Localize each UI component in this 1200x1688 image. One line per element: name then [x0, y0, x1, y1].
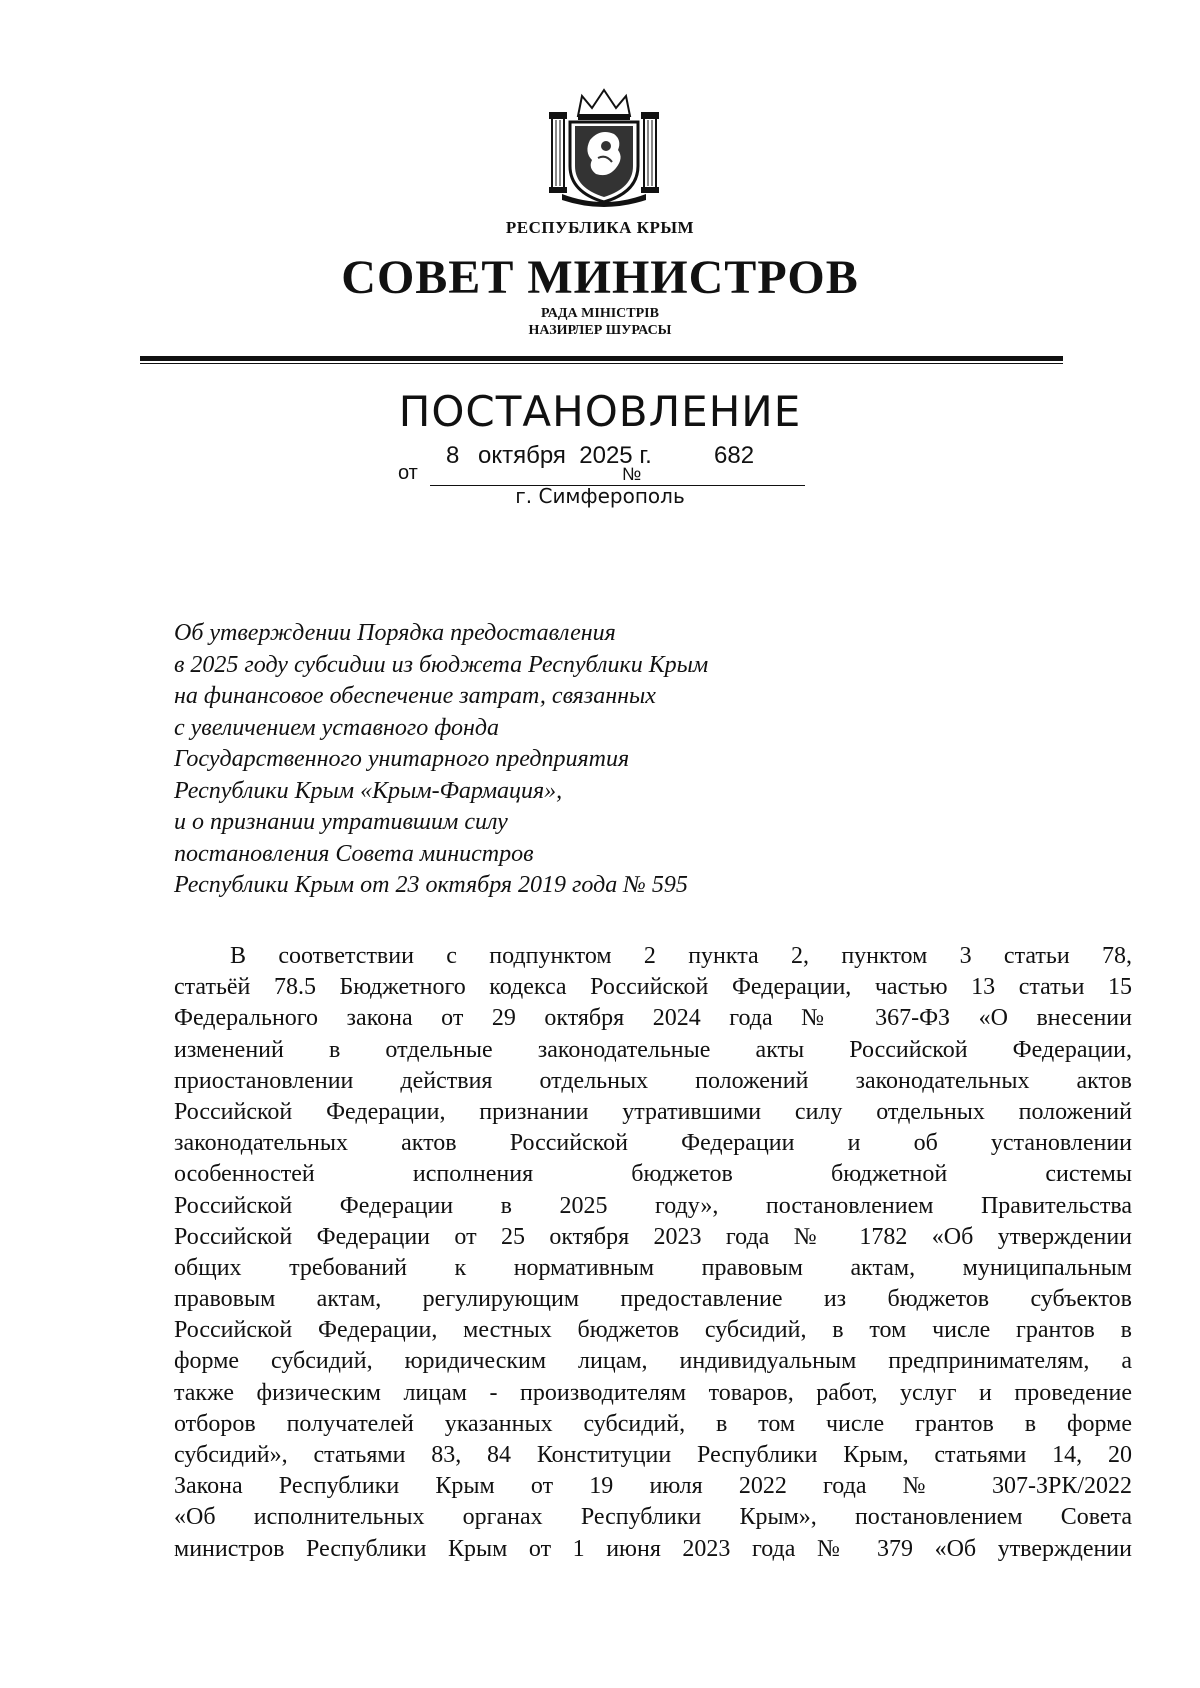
title-line: Об утверждении Порядка предоставления	[174, 620, 616, 646]
from-label: от	[398, 462, 418, 484]
header-rule-thin	[140, 363, 1063, 364]
title-line: на финансовое обеспечение затрат, связанных	[174, 683, 656, 709]
body-line: Российской Федерации, признании утратившими силу отдельных положений	[174, 1098, 1132, 1125]
decree-title	[174, 618, 894, 902]
coat-of-arms-icon	[548, 88, 660, 208]
title-line: постановления Совета министров	[174, 840, 534, 867]
body-line: Российской Федерации в 2025 году», постановлением Правительства	[174, 1192, 1132, 1219]
body-line: Федерального закона от 29 октября 2024 года № 367-ФЗ «О внесении	[174, 1005, 1132, 1032]
body-line: В соответствии с подпунктом 2 пункта 2, пунктом 3 статьи 78,	[230, 943, 1132, 969]
title-line: и о признании утратившим силу	[174, 809, 508, 835]
body-line: министров Республики Крым от 1 июня 2023 года № 379 «Об утверждении	[174, 1535, 1132, 1562]
body-line: Закона Республики Крым от 19 июля 2022 года № 307-ЗРК/2022	[174, 1473, 1132, 1500]
decree-day: 8	[446, 442, 460, 469]
body-line: особенностей исполнения бюджетов бюджетной системы	[174, 1161, 1132, 1188]
body-line: Российской Федерации от 25 октября 2023 года № 1782 «Об утверждении	[174, 1223, 1132, 1250]
title-line: в 2025 году субсидии из бюджета Республики Крым	[174, 651, 709, 678]
republic-name: РЕСПУБЛИКА КРЫМ	[505, 218, 695, 237]
decree-number: 682	[714, 442, 755, 469]
council-name-ukrainian: РАДА МІНІСТРІВ	[541, 306, 659, 321]
body-line: отборов получателей указанных субсидий, в том числе грантов в форме	[174, 1410, 1132, 1437]
document-type: ПОСТАНОВЛЕНИЕ	[398, 387, 802, 436]
council-name-translations	[0, 305, 1200, 339]
number-label: №	[622, 464, 642, 484]
title-line: Республики Крым «Крым-Фармация»,	[174, 777, 563, 804]
body-line: субсидий», статьями 83, 84 Конституции Республики Крым, статьями 14, 20	[174, 1442, 1132, 1468]
city: г. Симферополь	[515, 484, 685, 508]
body-line: правовым актам, регулирующим предоставление из бюджетов субъектов	[174, 1286, 1132, 1313]
body-line: приостановлении действия отдельных положений законодательных актов	[174, 1067, 1132, 1094]
body-line: также физическим лицам - производителям товаров, работ, услуг и проведение	[174, 1379, 1132, 1406]
council-name-crimean-tatar: НАЗИРЛЕР ШУРАСЫ	[528, 323, 672, 338]
title-line: Республики Крым от 23 октября 2019 года № 595	[174, 872, 688, 898]
body-line: «Об исполнительных органах Республики Крым», постановлением Совета	[174, 1504, 1132, 1531]
title-line: Государственного унитарного предприятия	[174, 746, 630, 772]
body-line: Российской Федерации, местных бюджетов субсидий, в том числе грантов в	[174, 1317, 1132, 1344]
date-number-line	[398, 442, 808, 486]
body-line: форме субсидий, юридическим лицам, индивидуальным предпринимателям, а	[174, 1348, 1132, 1375]
body-line: законодательных актов Российской Федерации и об установлении	[174, 1130, 1132, 1157]
council-name: СОВЕТ МИНИСТРОВ	[341, 251, 859, 304]
header-rule	[140, 356, 1063, 361]
body-line: общих требований к нормативным правовым актам, муниципальным	[174, 1254, 1132, 1281]
decree-month-year: октября 2025 г.	[478, 442, 652, 469]
body-line: статьёй 78.5 Бюджетного кодекса Российской Федерации, частью 13 статьи 15	[174, 974, 1132, 1001]
body-line: изменений в отдельные законодательные акты Российской Федерации,	[174, 1036, 1132, 1063]
title-line: с увеличением уставного фонда	[174, 714, 500, 741]
body-paragraph	[174, 941, 1132, 1565]
